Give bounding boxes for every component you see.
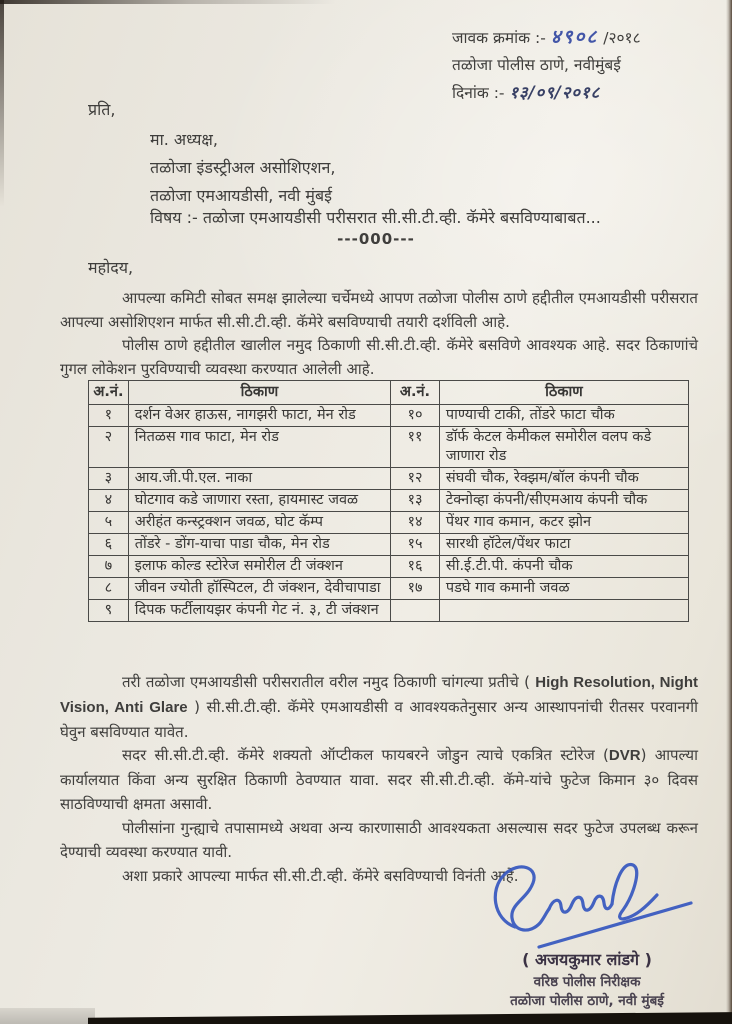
serial-cell: १२: [391, 468, 440, 490]
serial-cell: ११: [391, 427, 440, 468]
recipient-line: तळोजा एमआयडीसी, नवी मुंबई: [150, 186, 332, 205]
table-header-row: [89, 381, 689, 405]
station-line: तळोजा पोलीस ठाणे, नवीमुंबई: [452, 56, 621, 74]
body-paragraph-2: पोलीस ठाणे हद्दीतील खालील नमुद ठिकाणी सी.सी.टी.व्ही. कॅमेरे बसविणे आवश्यक आहे. सदर ठिकाणांचे गुगल लोकेशन पुरविण्याची व्यवस्था करण्यात आलेली आहे.: [60, 336, 698, 378]
header-serial-1: अ.नं.: [89, 381, 129, 405]
table-row: [89, 490, 689, 512]
recipient-block: [150, 126, 335, 210]
date-label: दिनांक :-: [452, 84, 505, 102]
serial-cell: १५: [391, 534, 440, 556]
recipient-line: मा. अध्यक्ष,: [150, 130, 218, 149]
scan-edge-top: [0, 0, 420, 4]
header-location-2: ठिकाण: [439, 381, 688, 405]
body-paragraph-5: पोलीसांना गुन्ह्याचे तपासामध्ये अथवा अन्य कारणासाठी आवश्यकता असल्यास सदर फुटेज उपलब्ध करून देण्याची व्यवस्था करण्यात यावी.: [60, 819, 698, 861]
signatory-office: तळोजा पोलीस ठाणे, नवी मुंबई: [510, 993, 664, 1009]
serial-cell: १३: [391, 490, 440, 512]
serial-cell: १०: [391, 405, 440, 427]
subject-line: विषय :- तळोजा एमआयडीसी परीसरात सी.सी.टी.व्ही. कॅमेरे बसविण्याबाबत...: [150, 208, 601, 227]
serial-cell: १४: [391, 512, 440, 534]
location-cell: जीवन ज्योती हॉस्पिटल, टी जंक्शन, देवीचापाडा: [128, 578, 390, 600]
location-cell: घोटगाव कडे जाणारा रस्ता, हायमास्ट जवळ: [128, 490, 390, 512]
recipient-salutation: प्रति,: [88, 100, 116, 119]
serial-cell: १७: [391, 578, 440, 600]
serial-cell: ७: [89, 556, 129, 578]
serial-cell: २: [89, 427, 129, 468]
signatory-designation: वरिष्ठ पोलीस निरीक्षक: [533, 974, 641, 990]
location-cell: पेंथर गाव कमान, कटर झोन: [439, 512, 688, 534]
scan-corner-bottom-left: [0, 1008, 95, 1024]
body-paragraph-4: [60, 743, 698, 816]
subject-separator: ---000---: [337, 230, 415, 248]
date-line: [452, 79, 641, 107]
ref-block: [452, 24, 641, 107]
location-cell: पाण्याची टाकी, तोंडरे फाटा चौक: [439, 405, 688, 427]
body-paragraph-1: आपल्या कमिटी सोबत समक्ष झालेल्या चर्चेमध्ये आपण तळोजा पोलीस ठाणे हद्दीतील एमआयडीसी परीसरात आपल्या असोशिएशन मार्फत सी.सी.टी.व्ही. कॅमेरे बसविण्याची तयारी दर्शविली आहे.: [60, 289, 698, 331]
location-cell: इलाफ कोल्ड स्टोरेज समोरील टी जंक्शन: [128, 556, 390, 578]
body-paragraph-6: अशा प्रकारे आपल्या मार्फत सी.सी.टी.व्ही. कॅमेरे बसविण्याची विनंती आहे.: [122, 867, 519, 885]
cctv-locations-table: [88, 380, 689, 622]
location-cell: सी.ई.टी.पी. कंपनी चौक: [439, 556, 688, 578]
para3-english-bold: High Resolution, Night Vision, Anti Glare: [60, 674, 698, 716]
date-value-handwritten: १३/०९/२०१८: [509, 83, 601, 102]
body-paragraph-3: [60, 670, 698, 744]
location-cell: अरीहंत कन्स्ट्रक्शन जवळ, घोट कॅम्प: [128, 512, 390, 534]
scan-edge-bottom: [88, 1010, 732, 1024]
location-cell: आय.जी.पी.एल. नाका: [128, 468, 390, 490]
outward-number-handwritten: ४९०८: [550, 26, 599, 48]
outward-number-line: [452, 24, 641, 52]
serial-cell: १: [89, 405, 129, 427]
para4-english-bold: DVR: [608, 747, 641, 764]
outward-number-label: जावक क्रमांक :-: [452, 29, 546, 47]
serial-cell: ४: [89, 490, 129, 512]
location-cell: [439, 600, 688, 622]
table-row: [89, 468, 689, 490]
outward-number-year: /२०१८: [603, 29, 641, 47]
para3-marathi-post: ) सी.सी.टी.व्ही. कॅमेरे एमआयडीसी व आवश्यकतेनुसार अन्य आस्थापनांची रीतसर परवानगी घेवुन बसविण्यात यावेत.: [60, 698, 698, 741]
greeting: महोदय,: [88, 258, 134, 277]
serial-cell: [391, 600, 440, 622]
signatory-name: ( अजयकुमार लांडगे ): [522, 950, 652, 969]
location-cell: तोंडरे - डोंग-याचा पाडा चौक, मेन रोड: [128, 534, 390, 556]
location-cell: संघवी चौक, रेक्झम/बॉल कंपनी चौक: [439, 468, 688, 490]
location-cell: दर्शन वेअर हाऊस, नागझरी फाटा, मेन रोड: [128, 405, 390, 427]
para4-marathi-pre: सदर सी.सी.टी.व्ही. कॅमेरे शक्यतो ऑप्टीकल फायबरने जोडुन त्याचे एकत्रित स्टोरेज (: [122, 746, 609, 764]
serial-cell: ६: [89, 534, 129, 556]
serial-cell: ५: [89, 512, 129, 534]
location-cell: टेक्नोव्हा कंपनी/सीएमआय कंपनी चौक: [439, 490, 688, 512]
location-cell: डॉर्फ केटल केमीकल समोरील वलप कडे जाणारा रोड: [439, 427, 688, 468]
location-cell: सारथी हॉटेल/पेंथर फाटा: [439, 534, 688, 556]
scan-edge-right: [726, 0, 732, 1024]
location-cell: पडघे गाव कमानी जवळ: [439, 578, 688, 600]
serial-cell: १६: [391, 556, 440, 578]
table-row: [89, 427, 689, 468]
handwritten-signature: [483, 853, 707, 957]
table-row: [89, 534, 689, 556]
header-location-1: ठिकाण: [128, 381, 390, 405]
para4-marathi-post: ) आपल्या कार्यालयात किंवा अन्य सुरक्षित ठिकाणी ठेवण्यात यावा. सदर सी.सी.टी.व्ही. कॅमे-यांचे फुटेज किमान ३० दिवस साठविण्याची क्षमता असावी.: [60, 746, 698, 813]
table-row: [89, 578, 689, 600]
serial-cell: ८: [89, 578, 129, 600]
table-row: [89, 600, 689, 622]
serial-cell: ३: [89, 468, 129, 490]
recipient-line: तळोजा इंडस्ट्रीअल असोशिएशन,: [150, 158, 336, 177]
para3-marathi-pre: तरी तळोजा एमआयडीसी परीसरातील वरील नमुद ठिकाणी चांगल्या प्रतीचे (: [122, 673, 536, 691]
table-row: [89, 512, 689, 534]
scan-edge-left: [0, 0, 4, 230]
header-serial-2: अ.नं.: [391, 381, 440, 405]
location-cell: नितळस गाव फाटा, मेन रोड: [128, 427, 390, 468]
table-row: [89, 405, 689, 427]
serial-cell: ९: [89, 600, 129, 622]
table-row: [89, 556, 689, 578]
location-cell: दिपक फर्टीलायझर कंपनी गेट नं. ३, टी जंक्शन: [128, 600, 390, 622]
